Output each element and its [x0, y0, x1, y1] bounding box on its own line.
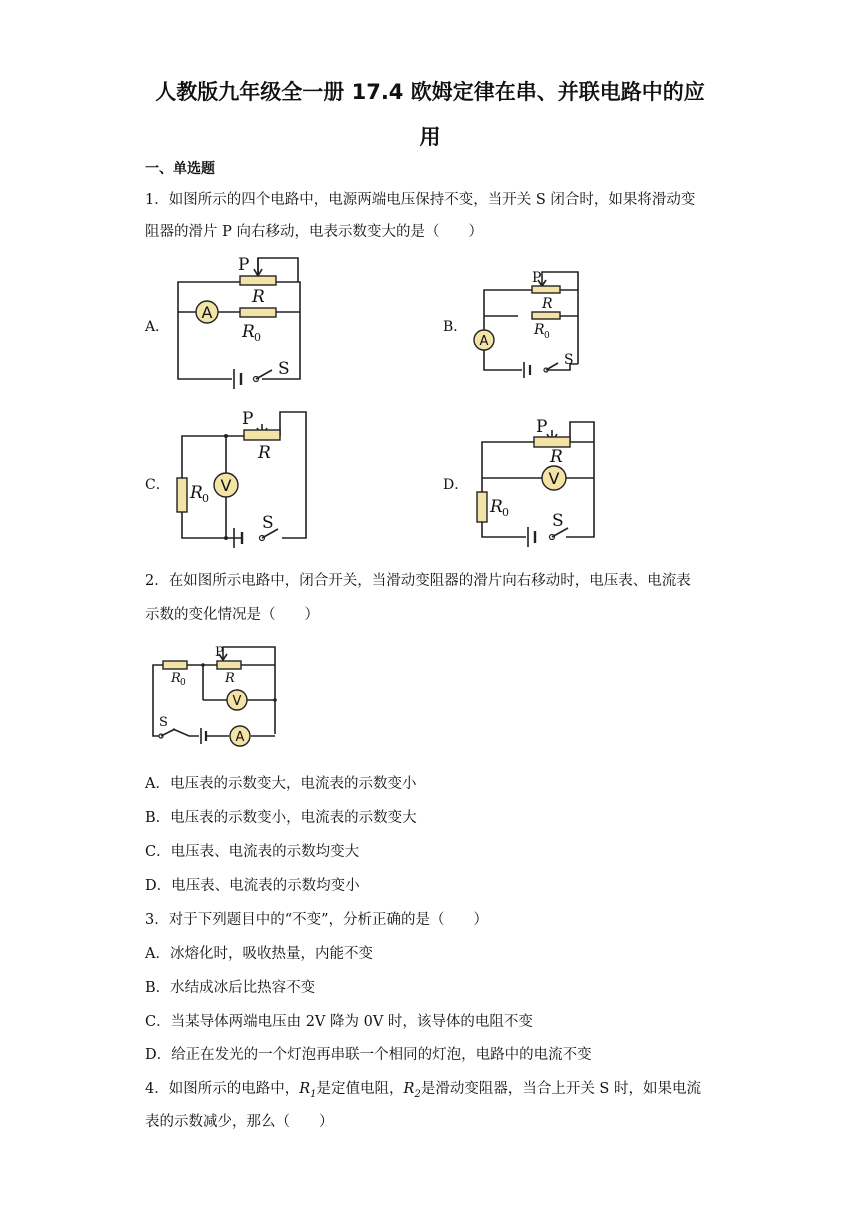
ammeter-label: A: [201, 303, 213, 322]
svg-text:R: R: [258, 443, 271, 463]
svg-text:V: V: [548, 469, 560, 488]
q1-option-c-label: C．: [145, 477, 170, 493]
q2-option-d: D．电压表、电流表的示数均变小: [145, 878, 360, 894]
svg-text:R: R: [534, 322, 545, 338]
q3-option-c: C．当某导体两端电压由 2V 降为 0V 时，该导体的电阻不变: [145, 1014, 533, 1030]
svg-text:R: R: [490, 497, 503, 517]
svg-text:V: V: [232, 694, 242, 709]
svg-text:R: R: [171, 671, 181, 686]
circuit-diagram-a: [170, 252, 310, 387]
q3-option-d: D．给正在发光的一个灯泡再串联一个相同的灯泡，电路中的电流不变: [145, 1047, 592, 1063]
svg-text:P: P: [242, 409, 254, 429]
resistor-label-r0: R: [242, 322, 255, 342]
q1-option-d-label: D．: [443, 477, 469, 493]
q2-stem-line2: 示数的变化情况是（ ）: [145, 607, 319, 623]
resistor-label-r0-sub: 0: [254, 331, 261, 344]
q4-stem-line1: 4．如图所示的电路中，$R_1$是定值电阻，$R_2$是滑动变阻器，当合上开关 S 时，如果电流: [145, 1081, 701, 1100]
circuit-diagram-q2: [145, 644, 280, 754]
q2-option-a: A．电压表的示数变大，电流表的示数变小: [145, 776, 417, 792]
resistor-label-r: R: [252, 287, 265, 307]
svg-text:S: S: [262, 513, 274, 533]
svg-text:P: P: [215, 645, 224, 660]
q2-option-b: B．电压表的示数变小，电流表的示数变大: [145, 810, 417, 826]
section-heading: 一、单选题: [145, 161, 215, 177]
svg-text:R: R: [225, 671, 235, 686]
svg-text:0: 0: [544, 331, 550, 341]
q1-stem-line1: 1．如图所示的四个电路中，电源两端电压保持不变，当开关 S 闭合时，如果将滑动变: [145, 192, 696, 208]
q1-option-a-label: A．: [145, 319, 170, 335]
svg-text:S: S: [552, 511, 564, 531]
svg-text:A: A: [479, 334, 489, 349]
q4-stem-line2: 表的示数减少，那么（ ）: [145, 1114, 334, 1130]
svg-text:R: R: [190, 483, 203, 503]
q1-option-b-label: B．: [443, 319, 468, 335]
svg-text:A: A: [235, 730, 245, 745]
svg-text:P: P: [532, 270, 542, 286]
q1-stem-line2: 阻器的滑片 P 向右移动，电表示数变大的是（ ）: [145, 224, 483, 240]
svg-text:V: V: [220, 476, 232, 495]
circuit-diagram-b: [470, 268, 585, 378]
circuit-diagram-c: [170, 408, 310, 553]
page-title-line1: 人教版九年级全一册 17.4 欧姆定律在串、并联电路中的应: [155, 80, 705, 104]
q3-option-b: B．水结成冰后比热容不变: [145, 980, 316, 996]
switch-label-s: S: [278, 359, 290, 379]
svg-text:R: R: [542, 296, 553, 312]
svg-text:R: R: [550, 447, 563, 467]
q2-stem-line1: 2．在如图所示电路中，闭合开关，当滑动变阻器的滑片向右移动时，电压表、电流表: [145, 573, 691, 589]
q2-option-c: C．电压表、电流表的示数均变大: [145, 844, 360, 860]
svg-text:S: S: [159, 715, 168, 730]
svg-text:0: 0: [180, 678, 186, 688]
q3-option-a: A．冰熔化时，吸收热量，内能不变: [145, 946, 373, 962]
q3-stem: 3．对于下列题目中的“不变”，分析正确的是（ ）: [145, 912, 489, 928]
svg-text:S: S: [564, 352, 574, 368]
circuit-diagram-d: [470, 412, 600, 547]
svg-text:P: P: [536, 417, 548, 437]
svg-text:0: 0: [202, 492, 209, 505]
page-title-line2: 用: [419, 125, 441, 149]
slider-label-p: P: [238, 255, 250, 275]
svg-text:0: 0: [502, 506, 509, 519]
